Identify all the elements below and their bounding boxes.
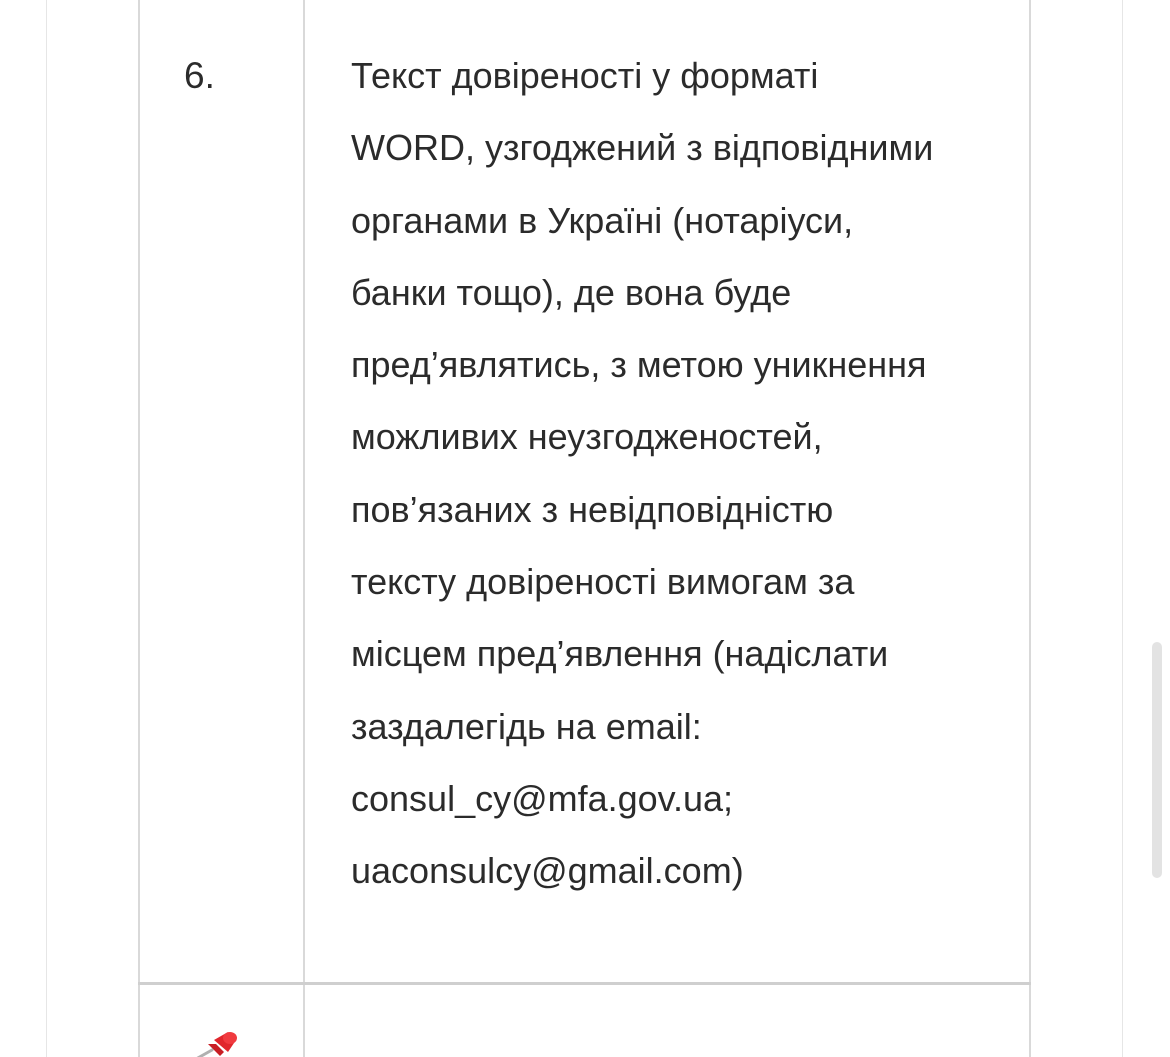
description-line: місцем пред’явлення (надіслати	[351, 633, 889, 675]
description-line: можливих неузгодженостей,	[351, 416, 823, 458]
table-column-divider	[303, 0, 305, 1057]
row-description	[351, 40, 1001, 908]
page-margin-left	[46, 0, 47, 1057]
table-row-divider	[138, 982, 1031, 985]
table-border-right	[1029, 0, 1031, 1057]
scrollbar-thumb[interactable]	[1152, 642, 1162, 878]
description-line: заздалегідь на email:	[351, 705, 702, 747]
description-line: пред’являтись, з метою уникнення	[351, 344, 927, 386]
description-line: WORD, узгоджений з відповідними	[351, 127, 934, 169]
description-line: пов’язаних з невідповідністю	[351, 488, 834, 530]
description-line: Текст довіреності у форматі	[351, 55, 819, 96]
pushpin-icon	[190, 1030, 240, 1057]
description-line: consul_cy@mfa.gov.ua;	[351, 777, 734, 819]
description-line: uaconsulcy@gmail.com)	[351, 850, 744, 892]
description-line: тексту довіреності вимогам за	[351, 561, 855, 603]
row-number: 6.	[184, 55, 215, 96]
description-line: органами в Україні (нотаріуси,	[351, 199, 854, 241]
table-border-left	[138, 0, 140, 1057]
page-margin-right	[1122, 0, 1123, 1057]
description-line: банки тощо), де вона буде	[351, 271, 792, 313]
documents-table	[138, 0, 1031, 1057]
